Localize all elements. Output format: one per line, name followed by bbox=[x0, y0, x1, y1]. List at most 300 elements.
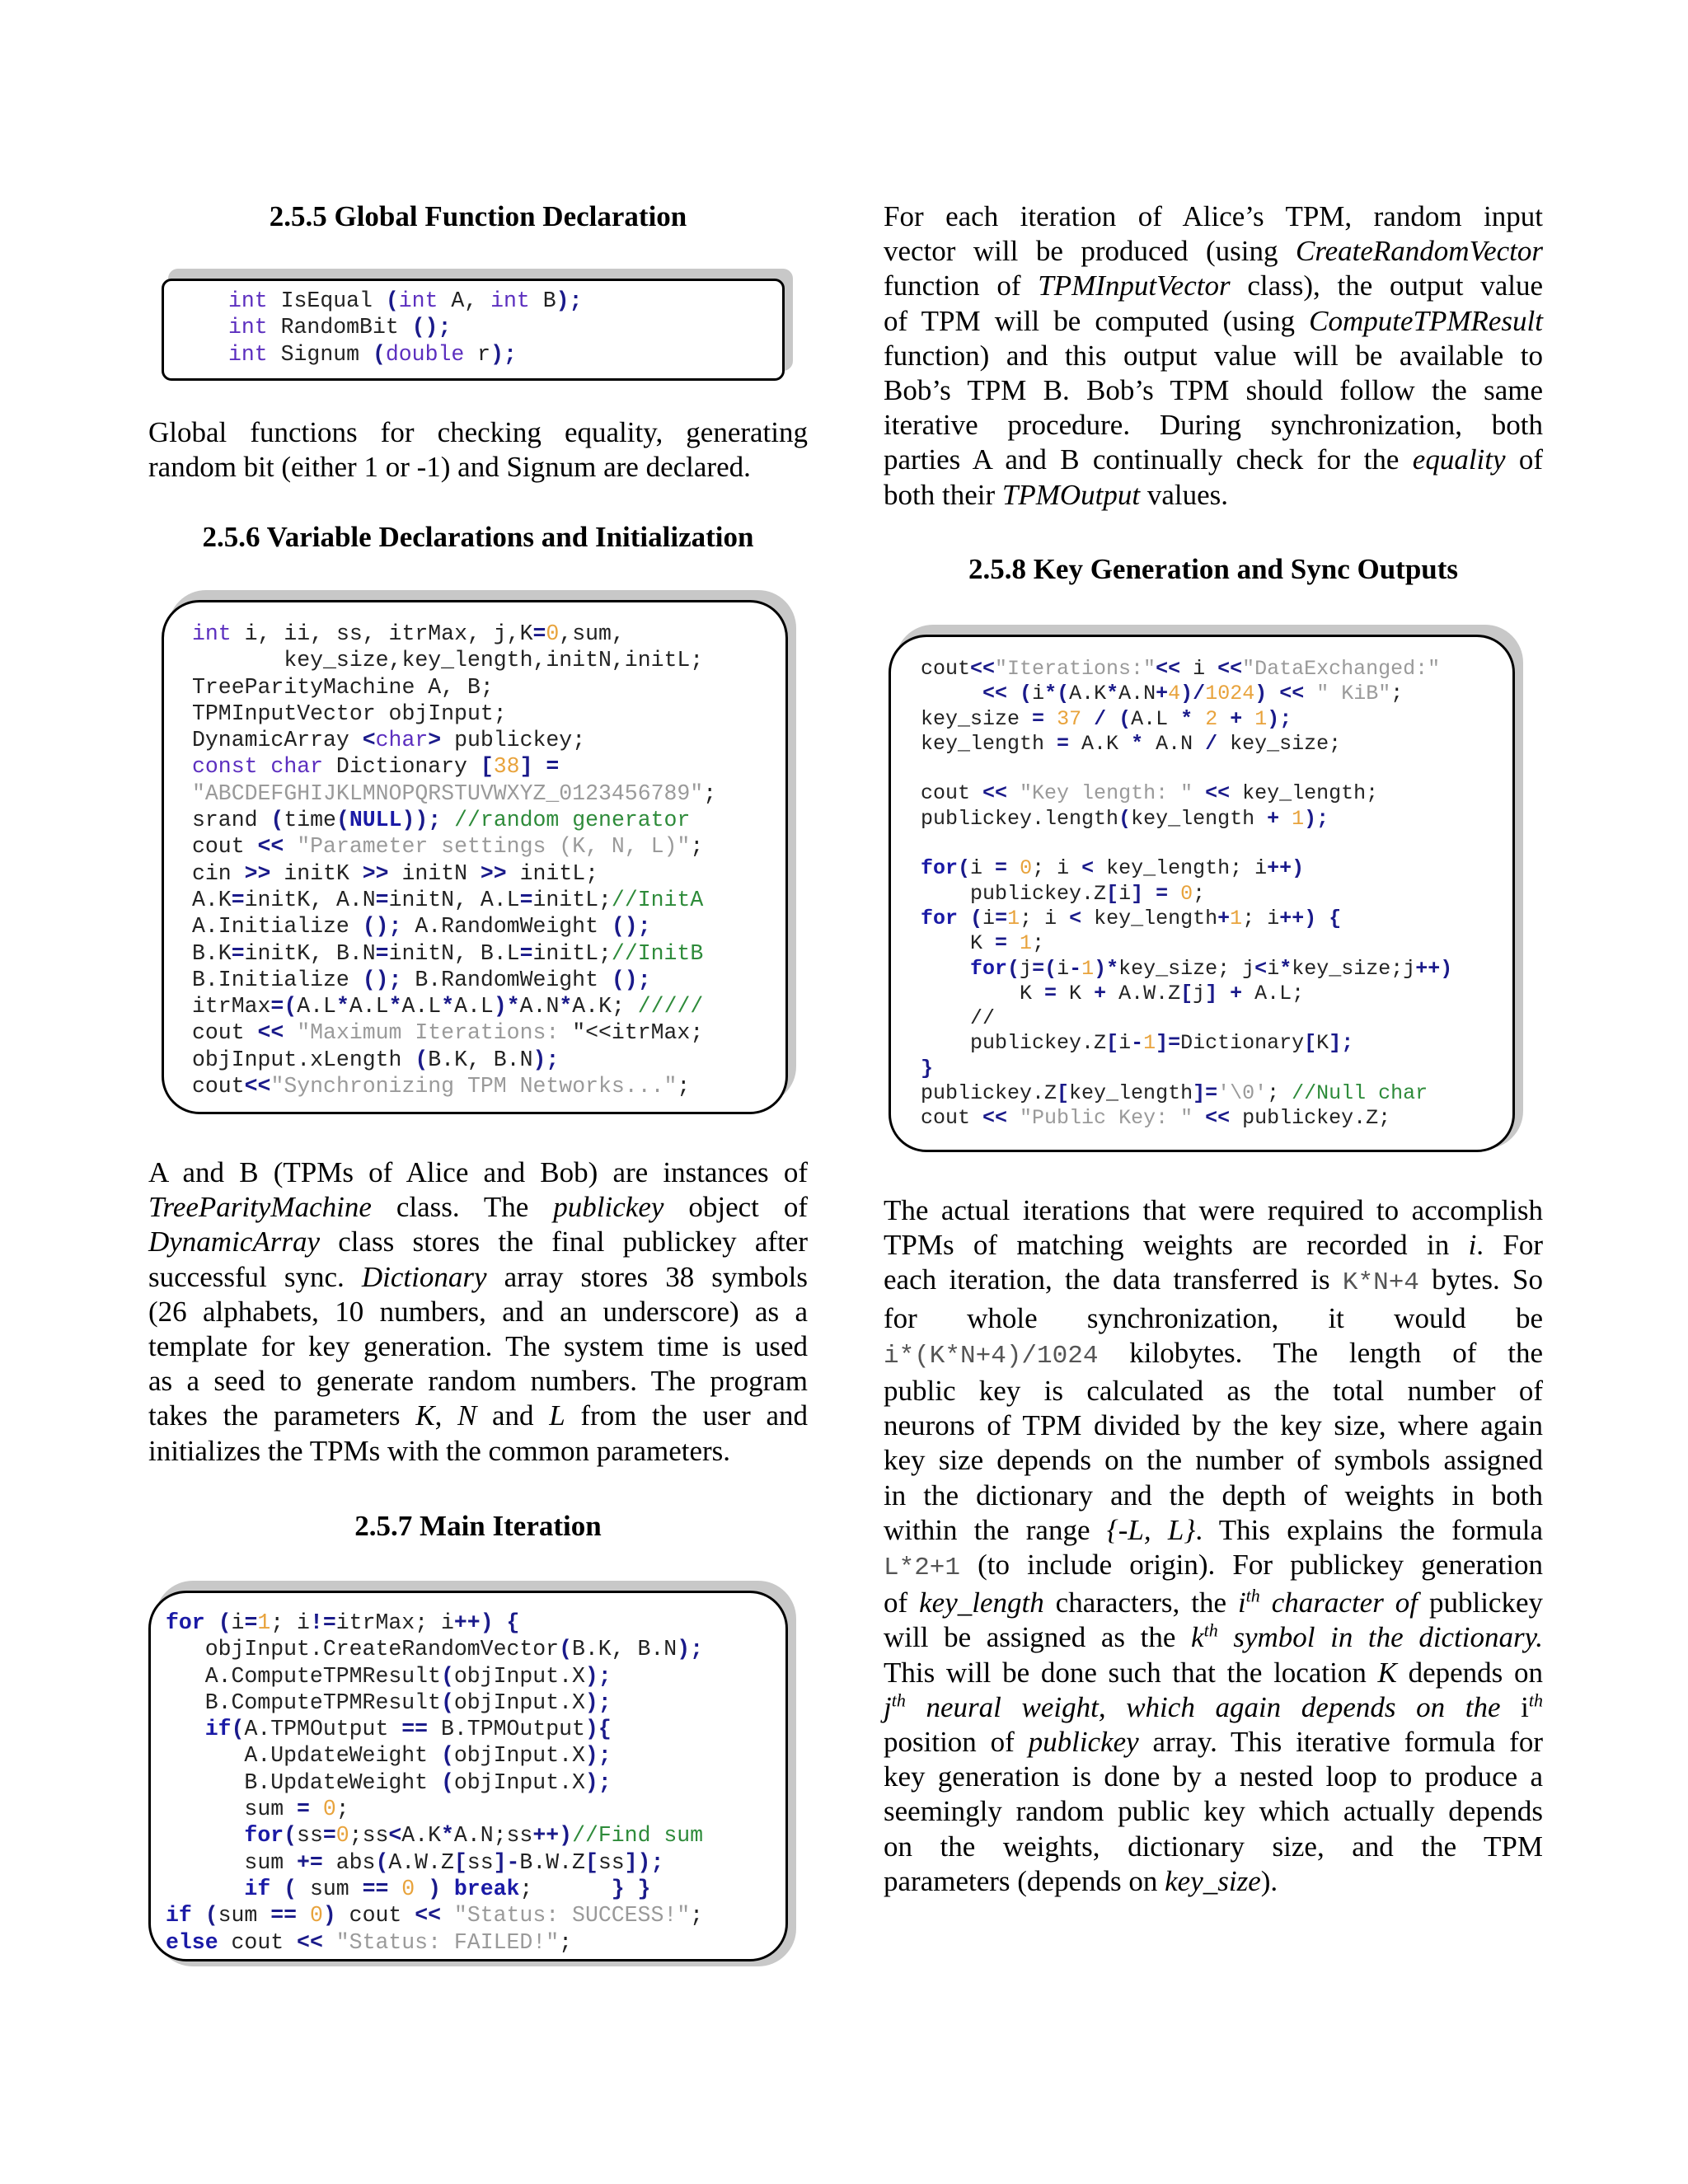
code-token: ( bbox=[270, 808, 284, 833]
code-token: < bbox=[1254, 956, 1268, 981]
code-token: )/ bbox=[1180, 682, 1206, 706]
code-token: << bbox=[982, 781, 1008, 806]
code-token: ; bbox=[690, 1903, 704, 1929]
text-segment: key size depends on the number of symbols assigned bbox=[884, 1444, 1543, 1477]
code-token: ( bbox=[440, 1690, 454, 1715]
code-token: i bbox=[231, 1610, 245, 1635]
text-line bbox=[884, 1690, 1543, 1725]
text-line bbox=[884, 1760, 1543, 1794]
code-token: else bbox=[166, 1929, 218, 1955]
code-token: = bbox=[995, 856, 1008, 881]
code-token: += bbox=[297, 1849, 323, 1875]
code-token: initN, A.L bbox=[388, 887, 520, 912]
code-token: = bbox=[1044, 981, 1057, 1005]
text-segment: within the range bbox=[884, 1513, 1107, 1546]
code-token: << bbox=[415, 1903, 442, 1929]
code-token: A.L bbox=[297, 994, 336, 1019]
code-token: ) bbox=[322, 1903, 336, 1929]
code-token: ++) bbox=[1415, 956, 1453, 981]
code-token: << bbox=[970, 657, 996, 681]
code-line bbox=[921, 856, 1452, 881]
code-token bbox=[441, 1877, 454, 1901]
code-token: ) bbox=[1254, 682, 1268, 706]
code-line bbox=[228, 288, 582, 314]
text-line bbox=[884, 234, 1543, 269]
code-token: "DataExchanged:" bbox=[1242, 657, 1441, 681]
code-token: << bbox=[1205, 1106, 1231, 1131]
code-token: j bbox=[1020, 956, 1033, 981]
code-token: NULL bbox=[349, 808, 402, 833]
code-token: "Public Key: " bbox=[1020, 1106, 1193, 1131]
text-line bbox=[884, 373, 1543, 408]
code-token: * bbox=[441, 994, 455, 1019]
code-token: = bbox=[297, 1797, 310, 1822]
code-token: break bbox=[453, 1876, 520, 1901]
code-token: ( bbox=[958, 856, 971, 881]
code-token: B.W.Z bbox=[519, 1849, 585, 1875]
code-token bbox=[958, 907, 970, 930]
code-token: key_size; j bbox=[1118, 956, 1255, 981]
text-segment: template for key generation. The system time is used bbox=[148, 1330, 808, 1363]
code-token: ( bbox=[1020, 682, 1033, 706]
code-token: char bbox=[375, 728, 429, 753]
code-token: ){ bbox=[584, 1717, 612, 1742]
text-line bbox=[884, 1586, 1543, 1620]
code-token: < bbox=[1069, 906, 1082, 930]
code-line bbox=[192, 1019, 716, 1046]
code-token bbox=[166, 1717, 205, 1741]
code-token: B.K bbox=[192, 940, 232, 966]
code-token: * bbox=[1131, 731, 1144, 756]
text-segment: th bbox=[1528, 1690, 1543, 1711]
code-token bbox=[166, 1823, 244, 1848]
code-token: j bbox=[1193, 981, 1206, 1005]
code-line bbox=[166, 1690, 703, 1716]
code-line bbox=[166, 1636, 703, 1662]
code-token: = bbox=[375, 887, 389, 912]
code-token: 1024 bbox=[1205, 682, 1255, 706]
code-token: ); bbox=[584, 1690, 612, 1715]
code-token: + bbox=[1094, 981, 1107, 1005]
text-line bbox=[884, 1408, 1543, 1443]
code-token: int bbox=[228, 288, 268, 313]
code-token: cout bbox=[192, 1074, 245, 1099]
text-line bbox=[884, 1336, 1543, 1374]
text-line bbox=[884, 1725, 1543, 1760]
text-segment: function of bbox=[884, 269, 1039, 302]
code-token bbox=[297, 1903, 310, 1928]
code-token: ;ss bbox=[349, 1823, 389, 1849]
code-token: )* bbox=[493, 994, 520, 1019]
code-token: ]); bbox=[624, 1849, 664, 1875]
code-token: = bbox=[995, 931, 1008, 956]
text-line bbox=[148, 1260, 808, 1295]
code-token: + bbox=[1230, 981, 1243, 1005]
text-segment: publickey bbox=[553, 1191, 664, 1224]
code-token: A.K bbox=[1069, 682, 1107, 706]
text-segment: ). bbox=[1260, 1864, 1278, 1897]
text-line bbox=[884, 304, 1543, 339]
code-token: = bbox=[1156, 881, 1169, 906]
code-token: sum bbox=[166, 1797, 298, 1822]
code-token: * bbox=[441, 1823, 454, 1849]
code-line bbox=[921, 1006, 1452, 1031]
code-token: =( bbox=[270, 994, 298, 1019]
code-token: ( bbox=[204, 1903, 218, 1929]
code-token: i bbox=[1057, 956, 1070, 981]
code-token: //Find sum bbox=[572, 1823, 704, 1849]
text-line bbox=[884, 1263, 1543, 1301]
code-token: A.W.Z bbox=[388, 1849, 454, 1875]
code-line bbox=[166, 1902, 703, 1929]
code-line bbox=[192, 1047, 716, 1073]
code-token: cout bbox=[218, 1929, 298, 1955]
code-token: ( bbox=[559, 1637, 572, 1662]
text-segment: A and B (TPMs of Alice and Bob) are instances of bbox=[148, 1156, 808, 1188]
text-segment: i bbox=[1237, 1586, 1246, 1619]
text-segment: th bbox=[891, 1690, 906, 1711]
code-token: [ bbox=[1106, 881, 1119, 906]
code-line bbox=[166, 1876, 703, 1902]
code-token: cin bbox=[192, 860, 245, 886]
text-segment: parties A and B continually check for the bbox=[884, 443, 1413, 476]
code-token: * bbox=[1106, 682, 1119, 706]
code-token: "Status: SUCCESS!" bbox=[453, 1903, 691, 1929]
code-line bbox=[192, 913, 716, 940]
code-token: cout bbox=[335, 1903, 415, 1929]
text-segment: (to include origin). For publickey generation bbox=[960, 1549, 1543, 1582]
code-token: ( bbox=[385, 288, 399, 313]
code-line bbox=[166, 1822, 703, 1849]
text-segment: function) and this output value will be available to bbox=[884, 339, 1543, 372]
code-token: =( bbox=[1032, 956, 1057, 981]
text-line bbox=[884, 339, 1543, 373]
code-token: publickey.Z bbox=[921, 881, 1107, 906]
code-token: (); bbox=[362, 914, 402, 940]
code-token: ( bbox=[440, 1743, 454, 1769]
code-token: A.ComputeTPMResult bbox=[166, 1663, 441, 1689]
code-token: + bbox=[1156, 682, 1169, 706]
text-segment: j bbox=[884, 1690, 892, 1723]
code-token: ( bbox=[284, 1823, 298, 1849]
code-token: 38 bbox=[493, 754, 520, 780]
code-token: *( bbox=[1044, 682, 1070, 706]
code-token: << bbox=[1279, 682, 1305, 706]
text-segment: both their bbox=[884, 478, 1002, 511]
text-segment: characters, the bbox=[1043, 1586, 1238, 1619]
code-token: if bbox=[166, 1903, 192, 1929]
text-segment: equality bbox=[1412, 443, 1506, 476]
code-token: initL; bbox=[532, 887, 612, 912]
text-segment: initializes the TPMs with the common parameters. bbox=[148, 1434, 731, 1467]
code-token: << bbox=[297, 1929, 323, 1955]
text-segment: seemingly random public key which actually depends bbox=[884, 1795, 1543, 1828]
code-token bbox=[1279, 807, 1292, 831]
code-token: ; i bbox=[1020, 906, 1070, 930]
text-segment: th bbox=[1245, 1585, 1260, 1606]
code-token: } bbox=[921, 1056, 934, 1080]
code-line bbox=[192, 674, 716, 701]
code-token: ; i bbox=[270, 1610, 310, 1635]
code-block-key-generation bbox=[921, 657, 1452, 1132]
code-token bbox=[284, 834, 297, 859]
code-token: for bbox=[921, 906, 959, 930]
code-token: r bbox=[464, 341, 491, 367]
text-segment: The actual iterations that were required to accomplish bbox=[884, 1194, 1543, 1226]
code-token: "Iterations:" bbox=[995, 657, 1156, 681]
code-box-variable-declarations bbox=[162, 600, 788, 1114]
code-token: ); bbox=[1267, 706, 1292, 731]
code-token: IsEqual bbox=[267, 288, 386, 313]
code-token: cout bbox=[192, 1020, 258, 1046]
text-line bbox=[884, 1513, 1543, 1548]
code-token: objInput.X bbox=[453, 1769, 585, 1795]
code-line bbox=[192, 967, 716, 993]
code-token: initN bbox=[388, 860, 481, 886]
code-token bbox=[1168, 882, 1180, 906]
code-token: for bbox=[970, 956, 1008, 981]
code-token bbox=[166, 1877, 244, 1901]
text-segment: CreateRandomVector bbox=[1295, 235, 1543, 268]
code-token: //Null char bbox=[1292, 1081, 1428, 1106]
code-token: initK bbox=[270, 860, 363, 886]
code-token bbox=[921, 682, 982, 705]
code-token: [ bbox=[1304, 1031, 1317, 1056]
code-line bbox=[921, 957, 1452, 982]
text-segment: . This explains the formula bbox=[1195, 1513, 1543, 1546]
text-segment: class), the output value bbox=[1230, 269, 1543, 302]
code-token: = bbox=[322, 1823, 336, 1849]
code-token: int bbox=[228, 341, 268, 367]
code-token: RandomBit bbox=[267, 315, 412, 340]
code-token bbox=[1007, 682, 1020, 705]
code-box-main-iteration bbox=[148, 1591, 788, 1961]
code-token: )* bbox=[1094, 956, 1119, 981]
code-token: * bbox=[1180, 706, 1193, 731]
code-token: ( bbox=[1007, 956, 1020, 981]
code-token: sum bbox=[297, 1876, 363, 1901]
code-token: int bbox=[228, 315, 268, 340]
code-token: ( bbox=[1118, 706, 1132, 731]
code-token: key_size,key_length,initN,initL; bbox=[192, 648, 704, 673]
code-token: publickey.Z; bbox=[1230, 1106, 1391, 1131]
text-segment: key_length bbox=[919, 1586, 1044, 1619]
code-line bbox=[921, 907, 1452, 931]
code-token: const char bbox=[192, 754, 324, 780]
code-token: K bbox=[921, 931, 996, 956]
text-segment: {-L, L} bbox=[1106, 1513, 1196, 1546]
code-token bbox=[1217, 707, 1230, 731]
code-token: ; bbox=[519, 1876, 612, 1901]
text-segment: For each iteration of Alice’s TPM, random input bbox=[884, 200, 1543, 232]
code-token: ; bbox=[690, 834, 704, 860]
paragraph-variable-declarations bbox=[148, 1155, 808, 1469]
code-line bbox=[921, 807, 1452, 832]
code-token: 1 bbox=[1254, 706, 1268, 731]
text-segment: for whole synchronization, it would be bbox=[884, 1301, 1543, 1334]
text-segment: key generation is done by a nested loop to produce a bbox=[884, 1760, 1543, 1793]
text-segment: position of bbox=[884, 1726, 1029, 1759]
code-token: 0 bbox=[1180, 881, 1193, 906]
code-token bbox=[1007, 931, 1020, 955]
code-token: itrMax; i bbox=[335, 1610, 454, 1635]
code-token: ( bbox=[218, 1610, 232, 1635]
code-line bbox=[921, 832, 1452, 856]
text-segment: character of bbox=[1259, 1586, 1429, 1619]
text-line bbox=[148, 1225, 808, 1259]
text-line bbox=[884, 199, 1543, 234]
code-line bbox=[192, 780, 716, 807]
code-token: i, ii, ss, itrMax, j,K bbox=[231, 621, 533, 646]
code-token: '\0' bbox=[1217, 1081, 1268, 1106]
code-token: "Key length: " bbox=[1020, 781, 1193, 806]
code-token: - bbox=[1069, 956, 1082, 981]
code-token: << bbox=[982, 682, 1008, 706]
code-token: / bbox=[1205, 731, 1218, 756]
code-token: << bbox=[1156, 657, 1181, 681]
code-token: i bbox=[982, 906, 996, 930]
code-token bbox=[1242, 707, 1254, 731]
code-token: B.Initialize bbox=[192, 967, 363, 992]
code-token: )); bbox=[401, 808, 442, 833]
code-token: == bbox=[401, 1717, 429, 1742]
code-token: = bbox=[1057, 731, 1070, 756]
text-line bbox=[884, 1301, 1543, 1336]
text-segment: i*(K*N+4)/1024 bbox=[884, 1341, 1099, 1371]
code-token: / bbox=[1094, 706, 1107, 731]
code-token: objInput.X bbox=[453, 1743, 585, 1769]
code-token: * bbox=[335, 994, 349, 1019]
code-token bbox=[205, 1610, 218, 1635]
code-line bbox=[921, 757, 1452, 781]
text-segment: each iteration, the data transferred is bbox=[884, 1263, 1343, 1296]
code-token: ; bbox=[1032, 931, 1045, 956]
text-segment: TreeParityMachine bbox=[148, 1191, 372, 1224]
code-token: [ bbox=[1106, 1031, 1119, 1056]
text-segment: This will be done such that the location bbox=[884, 1656, 1378, 1689]
text-segment: kilobytes. The length of the bbox=[1098, 1336, 1543, 1369]
code-line bbox=[192, 887, 716, 913]
text-line bbox=[884, 443, 1543, 477]
code-token: initL; bbox=[506, 860, 599, 886]
text-line bbox=[884, 1830, 1543, 1864]
code-token: A.L bbox=[401, 994, 442, 1019]
code-token: if bbox=[244, 1876, 271, 1901]
text-line bbox=[148, 1155, 808, 1190]
code-token: [ bbox=[1180, 981, 1193, 1005]
text-line bbox=[148, 1329, 808, 1364]
code-token: ; i bbox=[1242, 906, 1280, 930]
paragraph-key-generation-description bbox=[884, 1193, 1543, 1899]
text-segment: of bbox=[884, 1586, 920, 1619]
text-segment: i bbox=[1468, 1229, 1477, 1262]
code-token: ); bbox=[1304, 806, 1329, 831]
text-segment: vector will be produced (using bbox=[884, 235, 1296, 268]
code-token: 1 bbox=[1007, 906, 1020, 930]
code-line bbox=[192, 1073, 716, 1099]
code-token: i bbox=[1118, 881, 1132, 906]
code-token: < bbox=[1081, 856, 1095, 881]
code-token: << bbox=[244, 1074, 271, 1099]
text-line bbox=[884, 269, 1543, 303]
text-segment: symbol in the dictionary. bbox=[1217, 1621, 1543, 1654]
code-token: " KiB" bbox=[1316, 682, 1391, 706]
code-token: TreeParityMachine A, B; bbox=[192, 674, 494, 700]
code-token: ; bbox=[703, 780, 717, 806]
code-line bbox=[228, 341, 582, 368]
code-token: objInput.X bbox=[453, 1663, 585, 1689]
code-token: ++) bbox=[532, 1823, 573, 1849]
code-token: * bbox=[1279, 956, 1292, 981]
code-token bbox=[1007, 1106, 1020, 1130]
code-token: itrMax bbox=[192, 994, 271, 1019]
code-token: { bbox=[1329, 906, 1342, 930]
code-token: << bbox=[257, 834, 284, 860]
code-token: << bbox=[1205, 781, 1231, 806]
code-token bbox=[1007, 856, 1020, 880]
code-token: A.TPMOutput bbox=[244, 1717, 402, 1742]
code-line bbox=[921, 1057, 1452, 1081]
code-token: 1 bbox=[1081, 956, 1095, 981]
text-segment: as a seed to generate random numbers. The program bbox=[148, 1365, 808, 1398]
code-token: = bbox=[532, 621, 546, 646]
code-line bbox=[192, 621, 716, 647]
code-token: "ABCDEFGHIJKLMNOPQRSTUVWXYZ_0123456789" bbox=[192, 780, 704, 806]
code-token: abs bbox=[322, 1849, 376, 1875]
code-token: ss bbox=[297, 1823, 323, 1849]
code-token: for bbox=[921, 856, 959, 881]
code-token: A.N;ss bbox=[453, 1823, 533, 1849]
text-line bbox=[884, 1620, 1543, 1655]
code-token: double bbox=[385, 341, 465, 367]
code-line bbox=[192, 647, 716, 673]
text-segment: iterative procedure. During synchronization, both bbox=[884, 409, 1543, 442]
code-token: ]= bbox=[1156, 1031, 1181, 1056]
code-line bbox=[192, 860, 716, 887]
code-token: ]- bbox=[493, 1849, 520, 1875]
code-token: time bbox=[284, 808, 336, 833]
code-line bbox=[921, 1031, 1452, 1056]
code-token: A.K bbox=[192, 887, 232, 912]
code-line bbox=[192, 727, 716, 753]
code-token: ); bbox=[556, 288, 583, 313]
text-segment: of bbox=[1505, 443, 1544, 476]
code-token bbox=[1044, 707, 1057, 731]
code-line bbox=[166, 1796, 703, 1822]
code-token: ; bbox=[1390, 682, 1404, 706]
code-box-key-generation bbox=[889, 635, 1515, 1152]
code-token: 0 bbox=[322, 1797, 336, 1822]
code-token: ; bbox=[1267, 1081, 1292, 1106]
code-token: 0 bbox=[1020, 856, 1033, 881]
text-segment: TPMOutput bbox=[1001, 478, 1141, 511]
code-block-global-functions bbox=[228, 288, 582, 368]
code-line bbox=[192, 701, 716, 727]
code-token: A.K bbox=[1069, 731, 1132, 756]
text-segment: array stores 38 symbols bbox=[486, 1260, 808, 1293]
code-token: A.K bbox=[401, 1823, 442, 1849]
code-token: int bbox=[192, 621, 232, 646]
code-token: publickey; bbox=[441, 728, 586, 753]
code-token: [ bbox=[453, 1849, 467, 1875]
code-token: 0 bbox=[546, 621, 560, 646]
code-token: == bbox=[270, 1903, 298, 1929]
code-token bbox=[1193, 781, 1205, 805]
section-heading-2-5-8: 2.5.8 Key Generation and Sync Outputs bbox=[968, 553, 1459, 585]
text-segment: key_size bbox=[1165, 1864, 1261, 1897]
code-token: >> bbox=[244, 860, 271, 886]
code-token: A, bbox=[438, 288, 491, 313]
